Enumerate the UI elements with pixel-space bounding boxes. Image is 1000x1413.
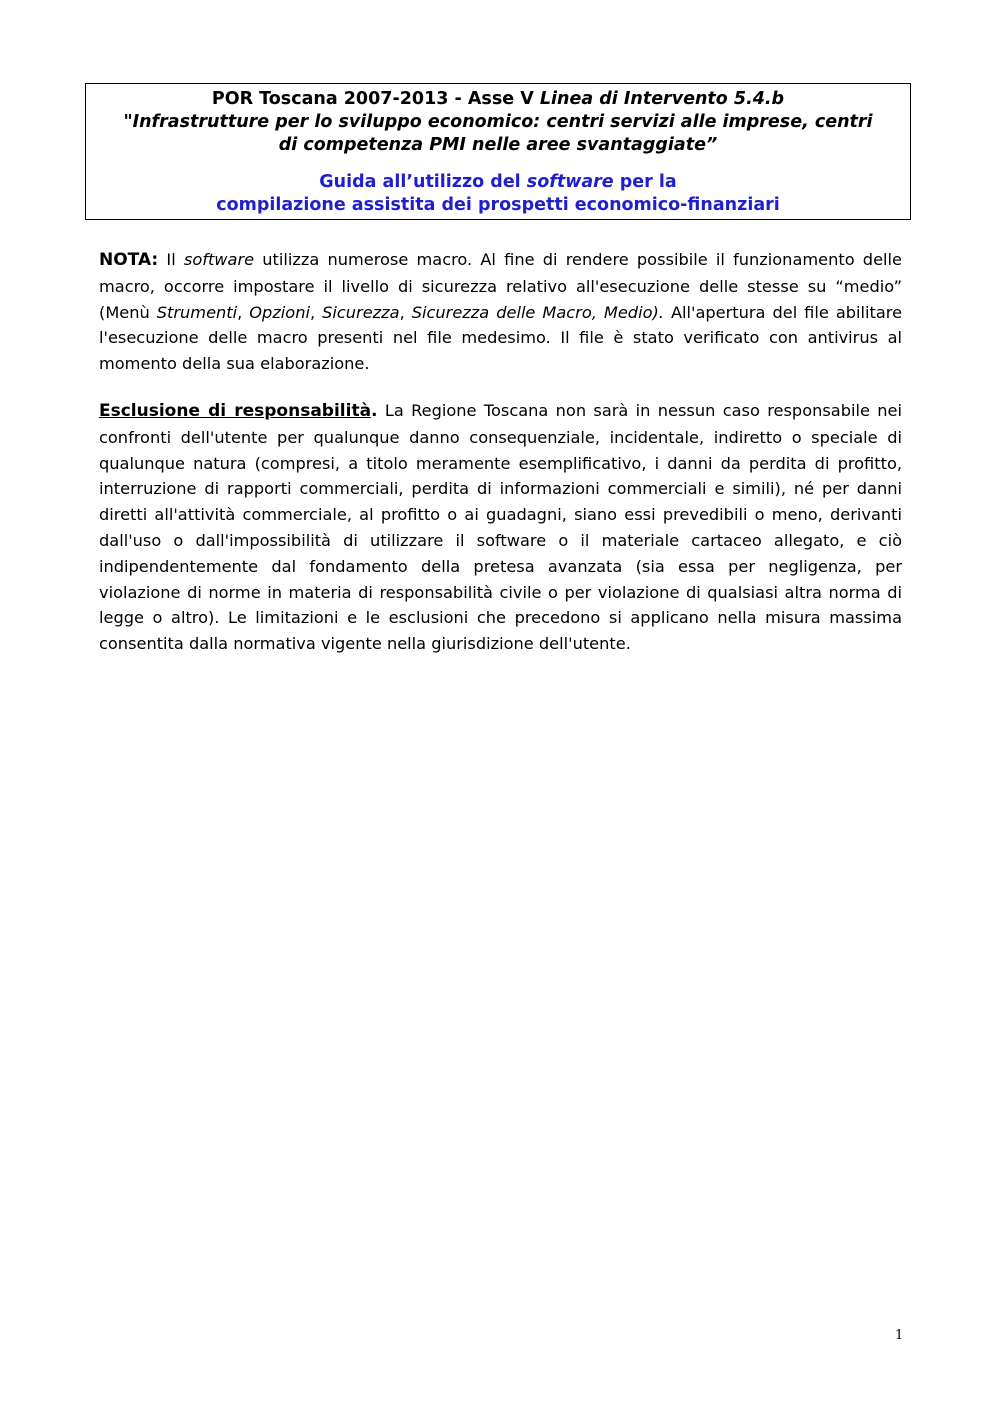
nota-sep-1: ,	[237, 302, 250, 322]
disclaimer-text: La Regione Toscana non sarà in nessun caso responsabile nei confronti dell'utente per qualunque danno consequenziale, incidentale, indiretto o speciale di qualunque natura (compresi, a titolo meramente esemplificativo, i danni da perdita di profitto, interruzione di rapporti commerciali, perdita di informazioni commerciali e simili), né per danni diretti all'attività commerciale, al profitto o ai guadagni, siano essi prevedibili o meno, derivanti dall'uso o dall'impossibilità di utilizzare il software o il materiale cartaceo allegato, e ciò indipendentemente dal fondamento della pretesa avanzata (sia essa per negligenza, per violazione di norme in materia di responsabilità civile o per violazione di qualsiasi altra norma di legge o altro). Le limitazioni e le esclusioni che precedono si applicano nella misura massima consentita dalla normativa vigente nella giurisdizione dell'utente.	[99, 401, 902, 654]
nota-text-3: All'apertura del file abilitare l'esecuzione delle macro presenti nel file medesimo. Il file è stato verificato con antivirus al momento della sua elaborazione.	[99, 302, 903, 374]
disclaimer-label: Esclusione di responsabilità	[99, 401, 372, 421]
nota-text-2: utilizza numerose macro. Al fine di rendere possibile il funzionamento delle macro, occorre impostare il livello di sicurezza relativo all'esecuzione delle stesse su “medio” (Menù	[99, 250, 902, 322]
nota-sep-2: ,	[309, 302, 323, 322]
disclaimer-label-dot: .	[371, 401, 378, 421]
subtitle-line-2: di competenza PMI nelle aree svantaggiate”	[278, 135, 718, 155]
guide-title-line-1	[86, 171, 910, 194]
nota-software-word: software	[183, 250, 255, 269]
title-block	[86, 88, 910, 157]
guide-prefix: Guida all’utilizzo del	[319, 172, 527, 192]
subtitle-line-1: "Infrastrutture per lo sviluppo economico: centri servizi alle imprese, centri	[123, 112, 873, 132]
nota-label: NOTA:	[99, 250, 159, 270]
nota-text-1: Il	[158, 250, 184, 269]
page-number: 1	[895, 1328, 904, 1343]
title-text: POR Toscana 2007-2013 - Asse V	[211, 89, 540, 109]
menu-opzioni: Opzioni	[249, 302, 310, 322]
guide-software-word: software	[526, 172, 614, 192]
disclaimer-paragraph	[99, 398, 902, 657]
guide-title-block	[86, 171, 910, 217]
menu-strumenti: Strumenti	[156, 302, 238, 322]
nota-paragraph	[99, 247, 902, 377]
title-intervention-line: Linea di Intervento 5.4.b	[539, 89, 785, 109]
guide-title-line-2: compilazione assistita dei prospetti economico-finanziari	[216, 195, 780, 215]
menu-sicurezza: Sicurezza	[322, 302, 400, 322]
title-box	[85, 83, 911, 220]
document-title	[86, 88, 910, 111]
guide-suffix: per la	[613, 172, 677, 192]
menu-sicurezza-macro: Sicurezza delle Macro, Medio).	[411, 302, 664, 322]
nota-sep-3: ,	[399, 302, 412, 322]
